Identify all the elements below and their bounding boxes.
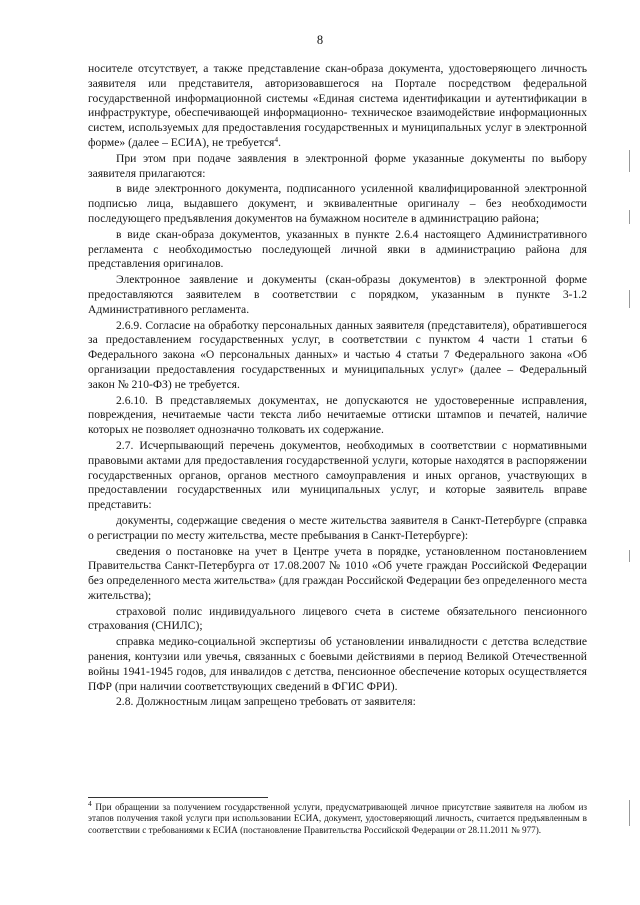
paragraph-2-7: 2.7. Исчерпывающий перечень документов, необходимых в соответствии с нормативными правовыми актами для предоставления государственной услуги, которые находятся в распоряжении государственных органов, органов местного самоуправления и иных органов, участвующих в предоставлении государственных или муниципальных услуг, и которые заявитель вправе представить:	[88, 438, 587, 512]
paragraph-attachment-choice: При этом при подаче заявления в электронной форме указанные документы по выбору заявителя прилагаются:	[88, 151, 587, 180]
list-item-registration-info: сведения о постановке на учет в Центре учета в порядке, установленном постановлением Правительства Санкт-Петербурга от 17.08.2007 № 1010 «Об учете граждан Российской Федерации без определенного места жительства» (для граждан Российской Федерации без определенного места жительства);	[88, 544, 587, 602]
footnote-text: При обращении за получением государственной услуги, предусматривающей личное присутствие заявителя на любом из этапов получения такой услуги при использовании ЕСИА, документ, удостоверяющий личность, считается предъявленным в соответствии с требованиями к ЕСИА (постановление Правительства Российской Федерации от 28.11.2011 № 977).	[88, 802, 587, 835]
footnote-separator	[88, 797, 268, 798]
scan-mark	[629, 800, 630, 826]
list-item-medical-certificate: справка медико-социальной экспертизы об установлении инвалидности с детства вследствие ранения, контузии или увечья, связанных с боевыми действиями в период Великой Отечественной войны 1941-1945 годов, для инвалидов с детства, пенсионное обеспечение которых осуществляется ПФР (при наличии соответствующих сведений в ФГИС ФРИ).	[88, 635, 587, 693]
paragraph-scan-image: в виде скан-образа документов, указанных в пункте 2.6.4 настоящего Административного регламента с необходимостью последующей личной явки в администрацию района для представления оригиналов.	[88, 227, 587, 271]
list-item-snils: страховой полис индивидуального лицевого счета в системе обязательного пенсионного страхования (СНИЛС);	[88, 604, 587, 633]
footnote	[88, 799, 587, 836]
paragraph-2-6-10: 2.6.10. В представляемых документах, не допускаются не удостоверенные исправления, повреждения, нечитаемые части текста либо нечитаемые оттиски штампов и печатей, наличие которых не позволяет однозначно толковать их содержание.	[88, 393, 587, 437]
paragraph-electronic-application: Электронное заявление и документы (скан-образы документов) в электронной форме предоставляются заявителем в соответствии с порядком, указанным в пункте 3-1.2 Административного регламента.	[88, 273, 587, 316]
scan-margin-marks	[629, 150, 631, 850]
list-item-residence-documents: документы, содержащие сведения о месте жительства заявителя в Санкт-Петербурге (справка о регистрации по месту жительства, месте пребывания в Санкт-Петербурге):	[88, 513, 587, 542]
scan-mark	[629, 550, 630, 562]
paragraph-2-6-9: 2.6.9. Согласие на обработку персональных данных заявителя (представителя), обратившегося за предоставлением государственных услуг, в соответствии с пунктом 4 части 1 статьи 6 Федерального закона «О персональных данных» и частью 4 статьи 7 Федерального закона «Об организации предоставления государственных и муниципальных услуг» (далее – Федеральный закон № 210-ФЗ) не требуется.	[88, 318, 587, 391]
paragraph-2-8: 2.8. Должностным лицам запрещено требовать от заявителя:	[116, 695, 416, 709]
document-body	[88, 62, 587, 711]
page-number: 8	[316, 33, 324, 47]
paragraph-esia: носителе отсутствует, а также представление скан-образа документа, удостоверяющего личность заявителя или представителя, авторизовавшегося на Портале посредством федеральной государственной информационной системы «Единая система идентификации и аутентификации в инфраструктуре, обеспечивающей информационно- техническое взаимодействие информационных систем, используемых для предоставления государственных и муниципальных услуг в электронной форме» (далее – ЕСИА), не требуется$^4$.	[88, 62, 587, 149]
scan-mark	[629, 290, 630, 308]
footnote-marker: 4	[88, 799, 92, 808]
scan-mark	[629, 210, 630, 224]
paragraph-electronic-document: в виде электронного документа, подписанного усиленной квалифицированной электронной подписью лица, выдавшего документ, и эквивалентные оригиналу – без необходимости последующего предъявления документов на бумажном носителе в администрацию района;	[88, 182, 587, 225]
scan-mark	[629, 150, 630, 172]
footnote-reference: 4	[274, 134, 279, 144]
